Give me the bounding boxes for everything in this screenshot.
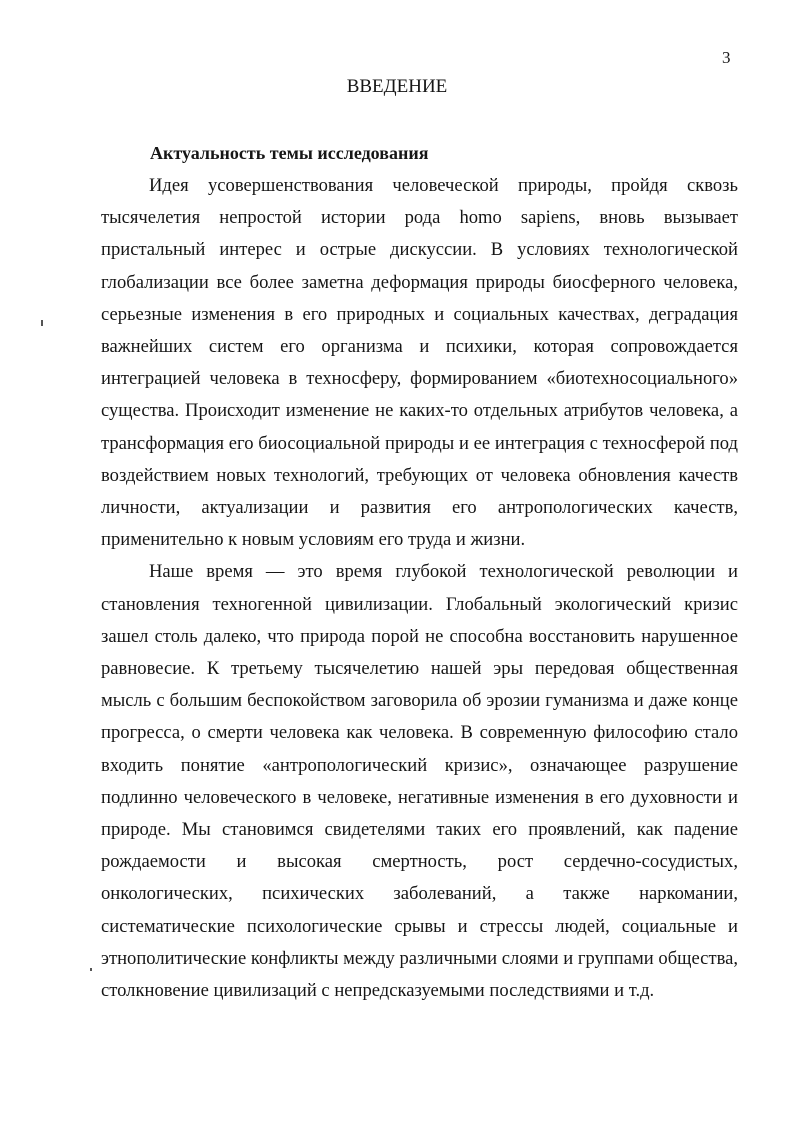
section-heading: Актуальность темы исследования	[150, 143, 429, 163]
paragraph-1: Идея усовершенствования человеческой природы, пройдя сквозь тысячелетия непростой истории рода homo sapiens, вновь вызывает пристальный интерес и острые дискуссии. В условиях технологической глобализации все более заметна деформация природы биосферного человека, серьезные изменения в его природных и социальных качествах, деградация важнейших систем его организма и психики, которая сопровождается интеграцией человека в техносферу, формированием «биотехносоциального» существа. Происходит изменение не каких-то отдельных атрибутов человека, а трансформация его биосоциальной природы и ее интеграция с техносферой под воздействием новых технологий, требующих от человека обновления качеств личности, актуализации и развития его антропологических качеств, применительно к новым условиям его труда и жизни.	[101, 175, 738, 551]
scan-speck	[41, 320, 43, 326]
scan-speck	[90, 968, 92, 971]
page-title: ВВЕДЕНИЕ	[346, 76, 448, 97]
page-number: 3	[722, 48, 731, 67]
body-text	[101, 170, 738, 1007]
paragraph-2: Наше время — это время глубокой технологической революции и становления техногенной цивилизации. Глобальный экологический кризис зашел столь далеко, что природа порой не способна восстановить нарушенное равновесие. К третьему тысячелетию нашей эры передовая общественная мысль с большим беспокойством заговорила об эрозии гуманизма и даже конце прогресса, о смерти человека как человека. В современную философию стало входить понятие «антропологический кризис», означающее разрушение подлинно человеческого в человеке, негативные изменения в его духовности и природе. Мы становимся свидетелями таких его проявлений, как падение рождаемости и высокая смертность, рост сердечно-сосудистых, онкологических, психических заболеваний, а также наркомании, систематические психологические срывы и стрессы людей, социальные и этнополитические конфликты между различными слоями и группами общества, столкновение цивилизаций с непредсказуемыми последствиями и т.д.	[101, 561, 738, 1002]
